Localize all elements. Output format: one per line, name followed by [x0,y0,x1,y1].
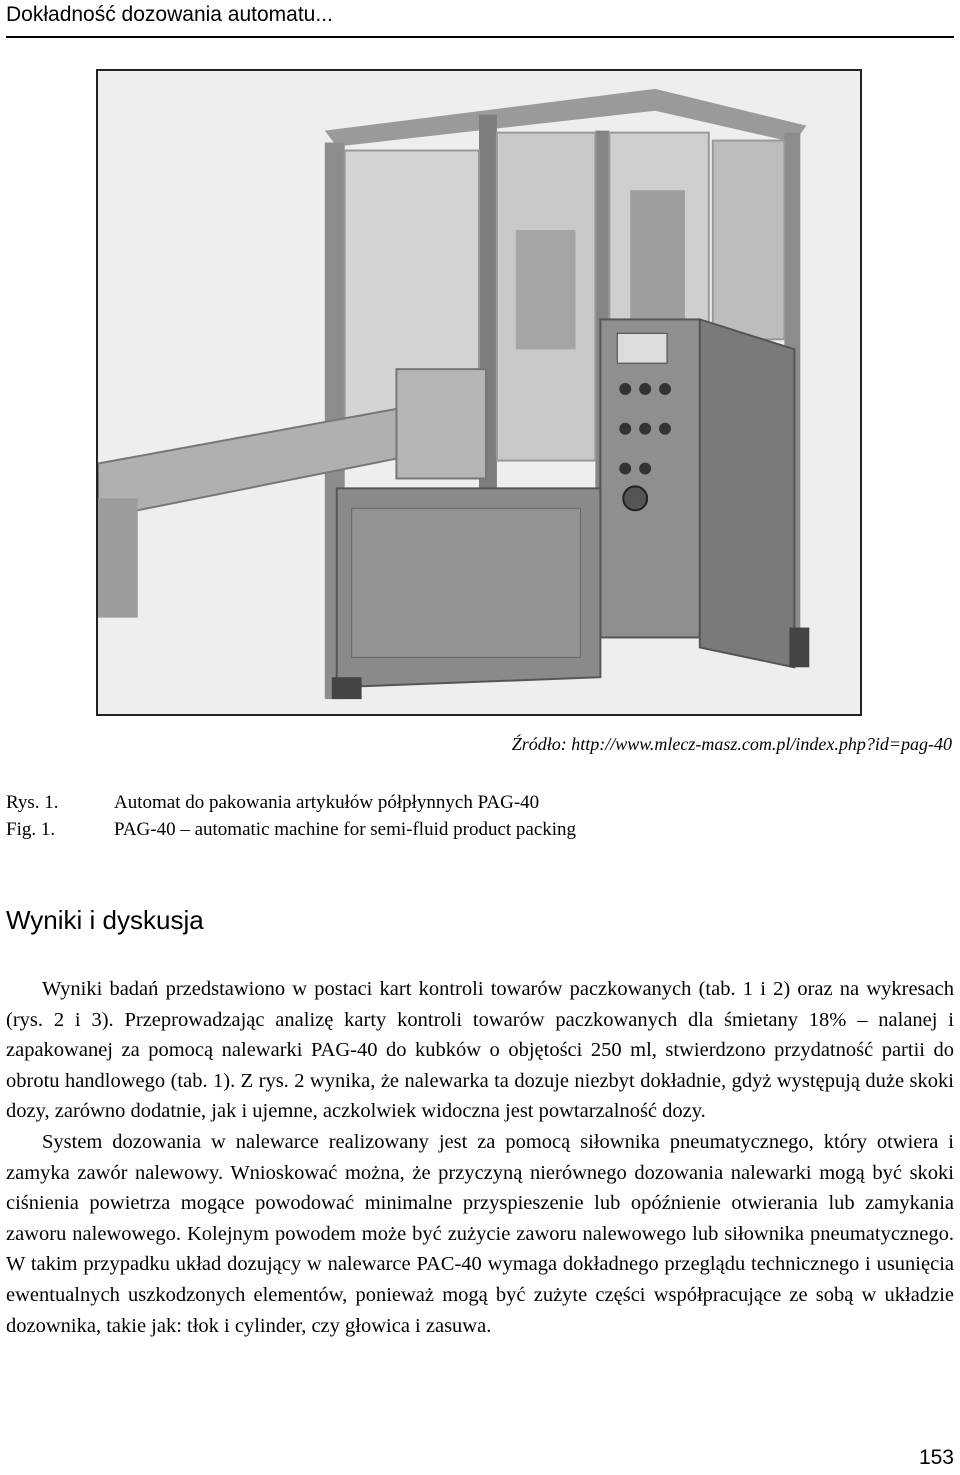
caption-pl [6,790,539,816]
figure-source: Źródło: http://www.mlecz-masz.com.pl/index.php?id=pag-40 [511,734,952,754]
caption-en-text: PAG-40 – automatic machine for semi-fluid product packing [114,819,577,840]
section-heading: Wyniki i dyskusja [6,905,204,935]
page-number: 153 [918,1446,954,1469]
caption-en-label: Fig. 1. [6,819,56,840]
caption-pl-label: Rys. 1. [6,792,59,813]
body-text [6,974,954,1341]
paragraph-2: System dozowania w nalewarce realizowany jest za pomocą siłownika pneumatycznego, który otwiera i zamyka zawór nalewowy. Wnioskować można, że przyczyną nierównego dozowania nalewarki mogą być skoki ciśnienia powietrza mogące powodować minimalne przyspieszenie lub opóźnienie otwierania lub zamykania zaworu nalewowego. Kolejnym powodem może być zużycie zaworu nalewowego lub siłownika pneumatycznego. W takim przypadku układ dozujący w nalewarce PAC-40 wymaga dokładnego przeglądu technicznego i usunięcia ewentualnych uszkodzonych elementów, ponieważ mogą być zużyte części współpracujące ze sobą w układzie dozownika, takie jak: tłok i cylinder, czy głowica i zasuwa. [6,1130,954,1337]
caption-pl-text: Automat do pakowania artykułów półpłynnych PAG-40 [114,792,540,813]
machine-illustration [98,71,860,714]
caption-en [6,817,576,843]
paragraph-1: Wyniki badań przedstawiono w postaci kart kontroli towarów paczkowanych (tab. 1 i 2) oraz na wykresach (rys. 2 i 3). Przeprowadzając analizę karty kontroli towarów paczkowanych dla śmietany 18% – nalanej i zapakowanej za pomocą nalewarki PAG-40 do kubków o objętości 250 ml, stwierdzono przydatność partii do obrotu handlowego (tab. 1). Z rys. 2 wynika, że nalewarka ta dozuje niezbyt dokładnie, gdyż występują duże skoki dozy, zarówno dodatnie, jak i ujemne, aczkolwiek widoczna jest powtarzalność dozy. [6,978,954,1123]
running-head: Dokładność dozowania automatu... [6,0,954,38]
figure-photo-machine [96,69,862,716]
